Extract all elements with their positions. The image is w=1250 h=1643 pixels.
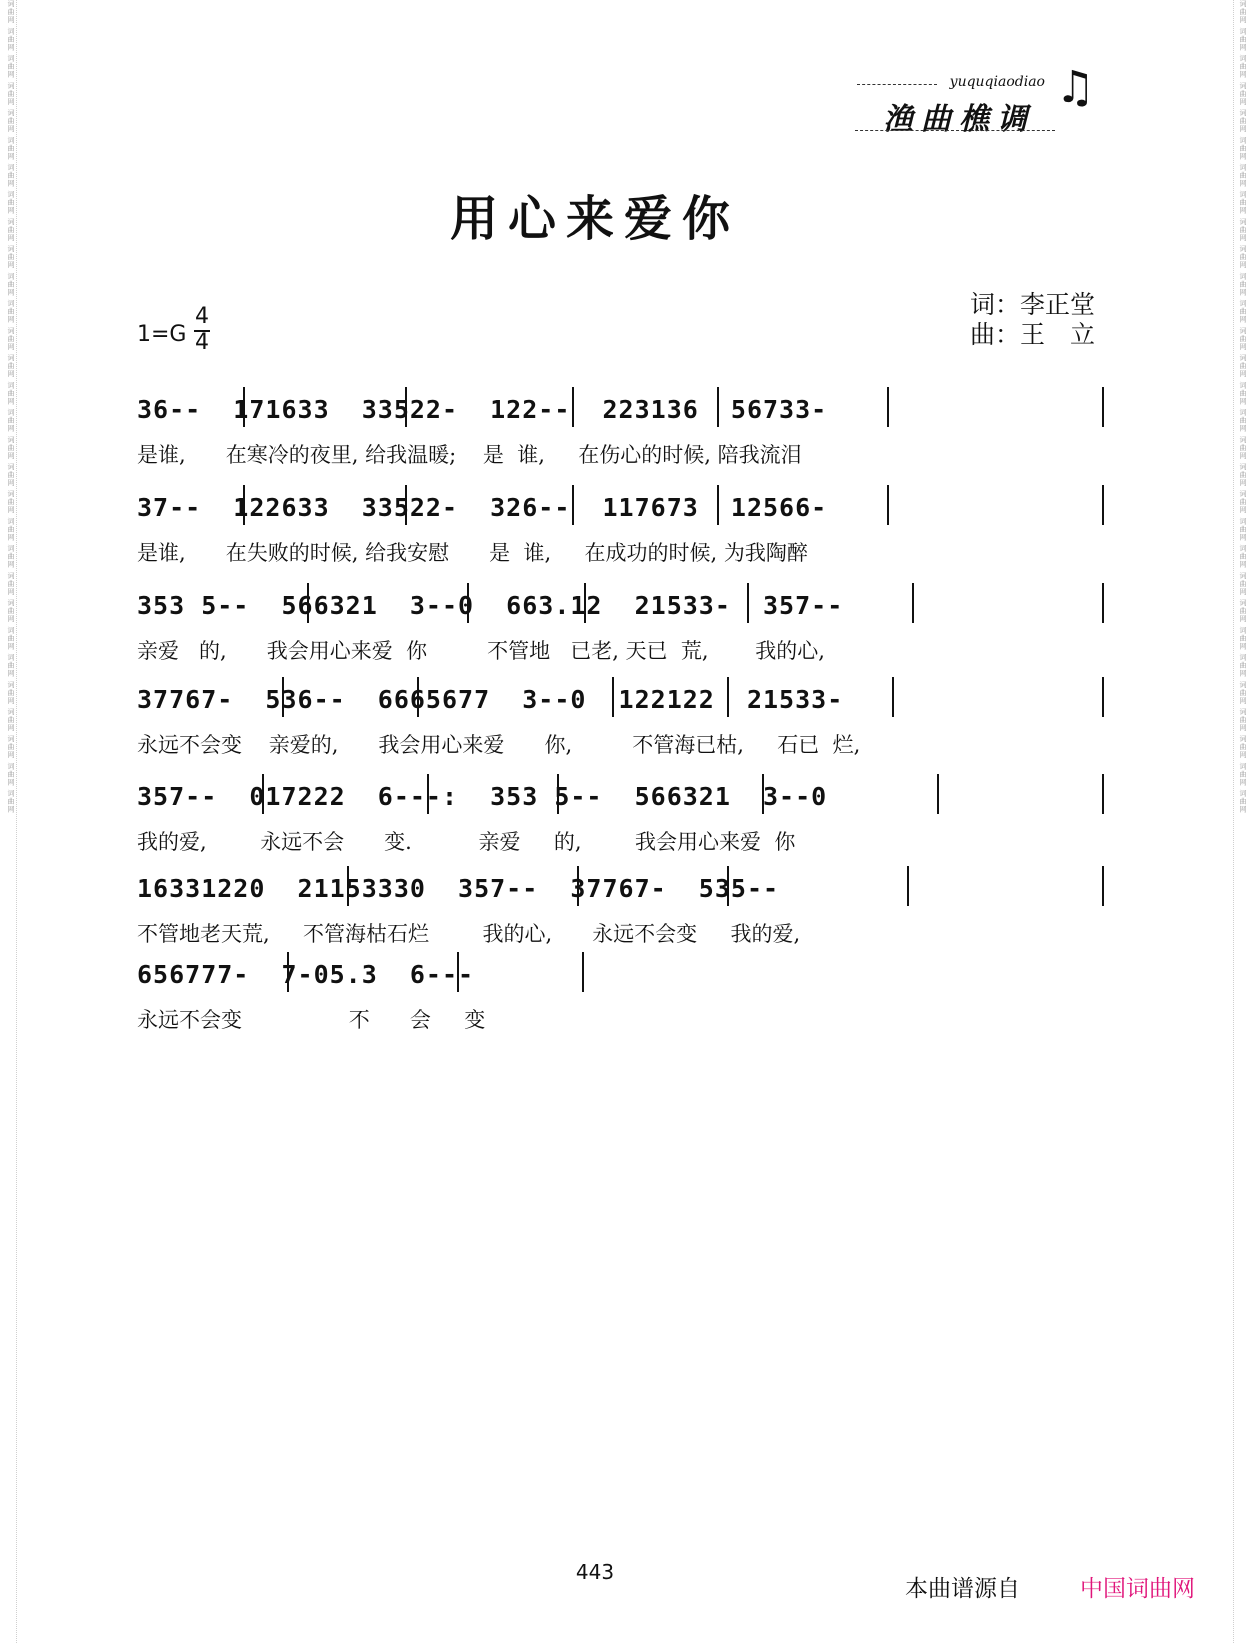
notation-line: 16331220 21153330 357-- 37767- 535-- [137,874,780,903]
watermark-strip-left: 词曲网 词曲网 词曲网 词曲网 词曲网 词曲网 词曲网 词曲网 词曲网 词曲网 词曲网 词曲网 词曲网 词曲网 词曲网 词曲网 词曲网 词曲网 词曲网 词曲网 词曲网 词曲网 词曲网 词曲网 词曲网 词曲网 词曲网 词曲网 词曲网 词曲网 [2,0,17,1643]
credits-block [970,290,1095,350]
time-denominator: 4 [195,330,209,355]
lyric-line: 不管地老天荒, 不管海枯石烂 我的心, 永远不会变 我的爱, [137,922,801,946]
notation-line: 656777- 7-05.3 6--- [137,960,475,989]
key-signature: 1=G [137,322,187,347]
time-numerator: 4 [195,304,209,329]
lyric-line: 永远不会变 亲爱的, 我会用心来爱 你, 不管海已枯, 石已 烂, [137,733,861,757]
lyric-line: 是谁, 在失败的时候, 给我安慰 是 谁, 在成功的时候, 为我陶醉 [137,541,808,565]
composer-credit: 曲：王 立 [970,320,1096,349]
notation-line: 357-- 017222 6---: 353 5-- 566321 3--0 [137,782,828,811]
song-title: 用心来爱你 [449,191,740,247]
brand-underline [855,130,1055,131]
brand-chinese-name: 渔曲樵调 [883,102,1035,137]
source-label: 本曲谱源自 [905,1576,1020,1602]
brand-logo-block [855,62,1105,137]
notation-line: 37-- 122633 33522- 326-- 117673 12566- [137,493,828,522]
lyric-line: 我的爱, 永远不会 变. 亲爱 的, 我会用心来爱 你 [137,830,796,854]
lyric-line: 是谁, 在寒冷的夜里, 给我温暖; 是 谁, 在伤心的时候, 陪我流泪 [137,443,802,467]
page-number: 443 [575,1560,615,1584]
notation-line: 36-- 171633 33522- 122-- 223136 56733- [137,395,828,424]
watermark-strip-right: 词曲网 词曲网 词曲网 词曲网 词曲网 词曲网 词曲网 词曲网 词曲网 词曲网 词曲网 词曲网 词曲网 词曲网 词曲网 词曲网 词曲网 词曲网 词曲网 词曲网 词曲网 词曲网 词曲网 词曲网 词曲网 词曲网 词曲网 词曲网 词曲网 词曲网 [1233,0,1248,1643]
brand-dash-line [857,84,937,85]
source-site-link[interactable]: 中国词曲网 [1080,1576,1195,1602]
lyric-line: 永远不会变 不 会 变 [137,1008,486,1032]
lyricist-credit: 词：李正堂 [970,290,1096,319]
lyric-line: 亲爱 的, 我会用心来爱 你 不管地 已老, 天已 荒, 我的心, [137,639,825,663]
notation-line: 37767- 536-- 6665677 3--0 122122 21533- [137,685,844,714]
music-note-icon: ♫ [1055,62,1095,113]
brand-english-name: yuquqiaodiao [949,74,1045,90]
time-signature [194,306,210,354]
notation-line: 353 5-- 566321 3--0 663.12 21533- 357-- [137,591,844,620]
